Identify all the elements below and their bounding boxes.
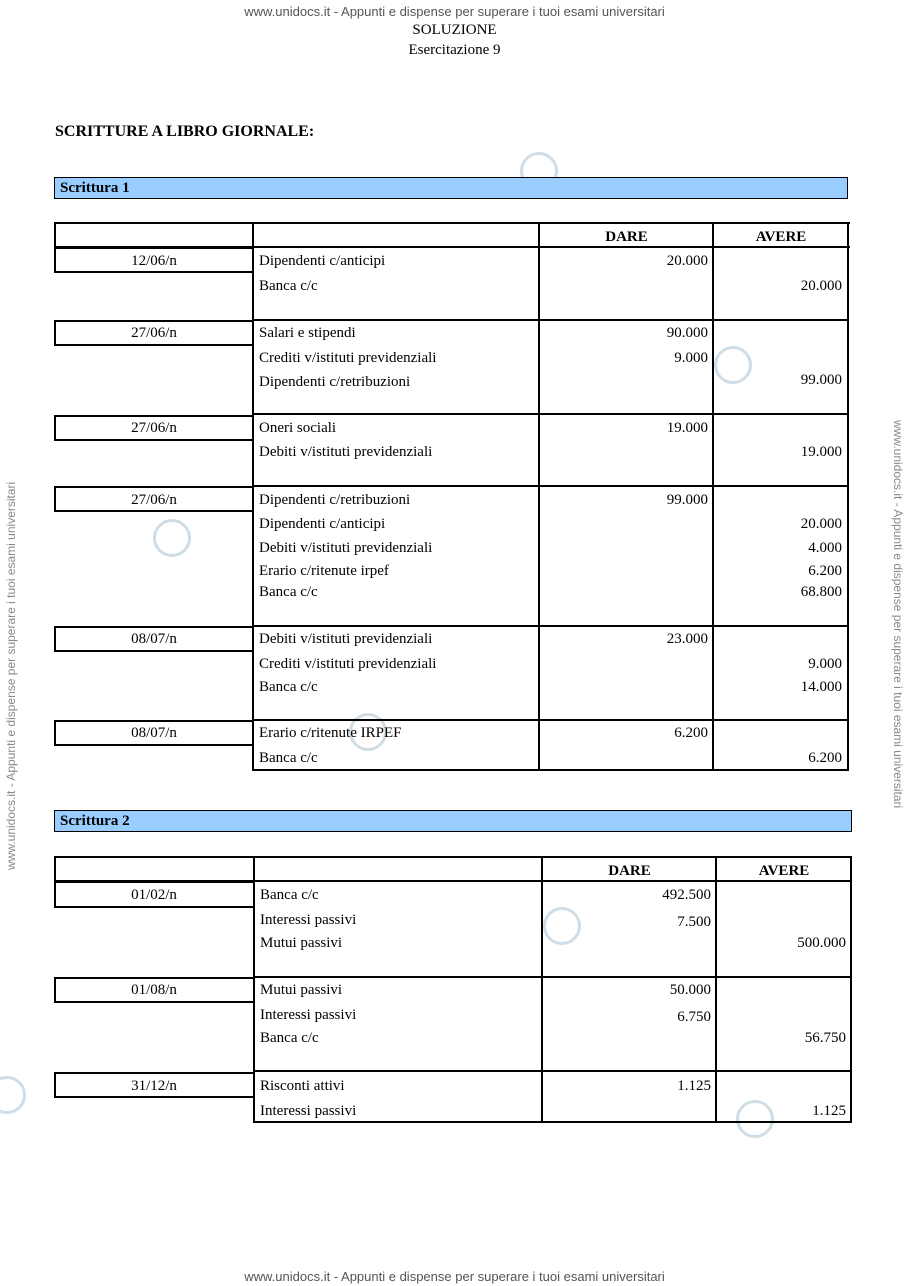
account-name: Banca c/c: [260, 1030, 319, 1046]
account-name: Crediti v/istituti previdenziali: [259, 350, 437, 366]
grid-line: [252, 413, 849, 415]
account-name: Mutui passivi: [260, 982, 343, 998]
account-name: Erario c/ritenute irpef: [259, 563, 389, 579]
grid-line: [54, 222, 56, 248]
account-name: Debiti v/istituti previdenziali: [259, 631, 433, 647]
dare-amount: 50.000: [669, 982, 711, 998]
account-name: Dipendenti c/retribuzioni: [259, 492, 411, 508]
entry-date: 08/07/n: [131, 725, 177, 741]
grid-line: [54, 222, 850, 224]
account-name: Debiti v/istituti previdenziali: [259, 540, 433, 556]
account-name: Risconti attivi: [260, 1078, 345, 1094]
watermark-logo-icon: [0, 1076, 26, 1114]
column-header-dare: DARE: [608, 863, 651, 879]
avere-amount: 4.000: [808, 540, 842, 556]
account-name: Interessi passivi: [260, 912, 357, 928]
dare-amount: 7.500: [677, 914, 711, 930]
dare-amount: 19.000: [666, 420, 708, 436]
dare-amount: 99.000: [666, 492, 708, 508]
avere-amount: 20.000: [800, 278, 842, 294]
grid-line: [252, 769, 849, 771]
avere-amount: 19.000: [800, 444, 842, 460]
column-header-dare: DARE: [605, 229, 648, 245]
entry-date: 27/06/n: [131, 325, 177, 341]
account-name: Banca c/c: [259, 278, 318, 294]
entry-date: 31/12/n: [131, 1078, 177, 1094]
account-name: Banca c/c: [260, 887, 319, 903]
account-name: Mutui passivi: [260, 935, 343, 951]
entry-date: 01/02/n: [131, 887, 177, 903]
dare-amount: 23.000: [666, 631, 708, 647]
scrittura-1-band: Scrittura 1: [54, 177, 848, 199]
avere-amount: 14.000: [800, 679, 842, 695]
account-name: Banca c/c: [259, 584, 318, 600]
dare-amount: 492.500: [662, 887, 711, 903]
account-name: Erario c/ritenute IRPEF: [259, 725, 402, 741]
avere-amount: 500.000: [797, 935, 846, 951]
watermark-side-right: www.unidocs.it - Appunti e dispense per superare i tuoi esami universitari: [891, 420, 905, 809]
account-name: Banca c/c: [259, 679, 318, 695]
grid-line: [850, 856, 852, 1123]
scrittura-2-band: Scrittura 2: [54, 810, 852, 832]
entry-date: 12/06/n: [131, 253, 177, 269]
column-header-avere: AVERE: [758, 863, 810, 879]
grid-line: [715, 856, 717, 1123]
page-subtitle: Esercitazione 9: [408, 42, 501, 58]
grid-line: [253, 1121, 852, 1123]
dare-amount: 1.125: [677, 1078, 711, 1094]
account-name: Dipendenti c/anticipi: [259, 516, 386, 532]
avere-amount: 6.200: [808, 750, 842, 766]
avere-amount: 68.800: [800, 584, 842, 600]
dare-amount: 20.000: [666, 253, 708, 269]
account-name: Salari e stipendi: [259, 325, 356, 341]
dare-amount: 90.000: [666, 325, 708, 341]
entry-date: 27/06/n: [131, 420, 177, 436]
dare-amount: 6.750: [677, 1009, 711, 1025]
entry-date: 01/08/n: [131, 982, 177, 998]
entry-date: 27/06/n: [131, 492, 177, 508]
account-name: Banca c/c: [259, 750, 318, 766]
watermark-bottom: www.unidocs.it - Appunti e dispense per superare i tuoi esami universitari: [244, 1269, 665, 1284]
grid-line: [253, 1070, 852, 1072]
watermark-logo-icon: [153, 519, 191, 557]
entry-date: 08/07/n: [131, 631, 177, 647]
grid-line: [54, 856, 852, 858]
account-name: Dipendenti c/retribuzioni: [259, 374, 411, 390]
page-title: SOLUZIONE: [412, 22, 497, 38]
avere-amount: 20.000: [800, 516, 842, 532]
column-header-avere: AVERE: [755, 229, 807, 245]
account-name: Oneri sociali: [259, 420, 337, 436]
account-name: Interessi passivi: [260, 1007, 357, 1023]
avere-amount: 9.000: [808, 656, 842, 672]
watermark-top: www.unidocs.it - Appunti e dispense per superare i tuoi esami universitari: [244, 4, 665, 19]
watermark-side-left: www.unidocs.it - Appunti e dispense per superare i tuoi esami universitari: [4, 481, 18, 870]
grid-line: [847, 222, 849, 771]
avere-amount: 1.125: [812, 1103, 846, 1119]
grid-line: [253, 976, 852, 978]
grid-line: [252, 625, 849, 627]
avere-amount: 99.000: [800, 372, 842, 388]
dare-amount: 6.200: [674, 725, 708, 741]
avere-amount: 56.750: [804, 1030, 846, 1046]
account-name: Crediti v/istituti previdenziali: [259, 656, 437, 672]
account-name: Debiti v/istituti previdenziali: [259, 444, 433, 460]
grid-line: [252, 485, 849, 487]
grid-line: [252, 719, 849, 721]
grid-line: [252, 319, 849, 321]
account-name: Interessi passivi: [260, 1103, 357, 1119]
dare-amount: 9.000: [674, 350, 708, 366]
section-heading: SCRITTURE A LIBRO GIORNALE:: [55, 123, 315, 140]
account-name: Dipendenti c/anticipi: [259, 253, 386, 269]
grid-line: [54, 856, 56, 882]
avere-amount: 6.200: [808, 563, 842, 579]
